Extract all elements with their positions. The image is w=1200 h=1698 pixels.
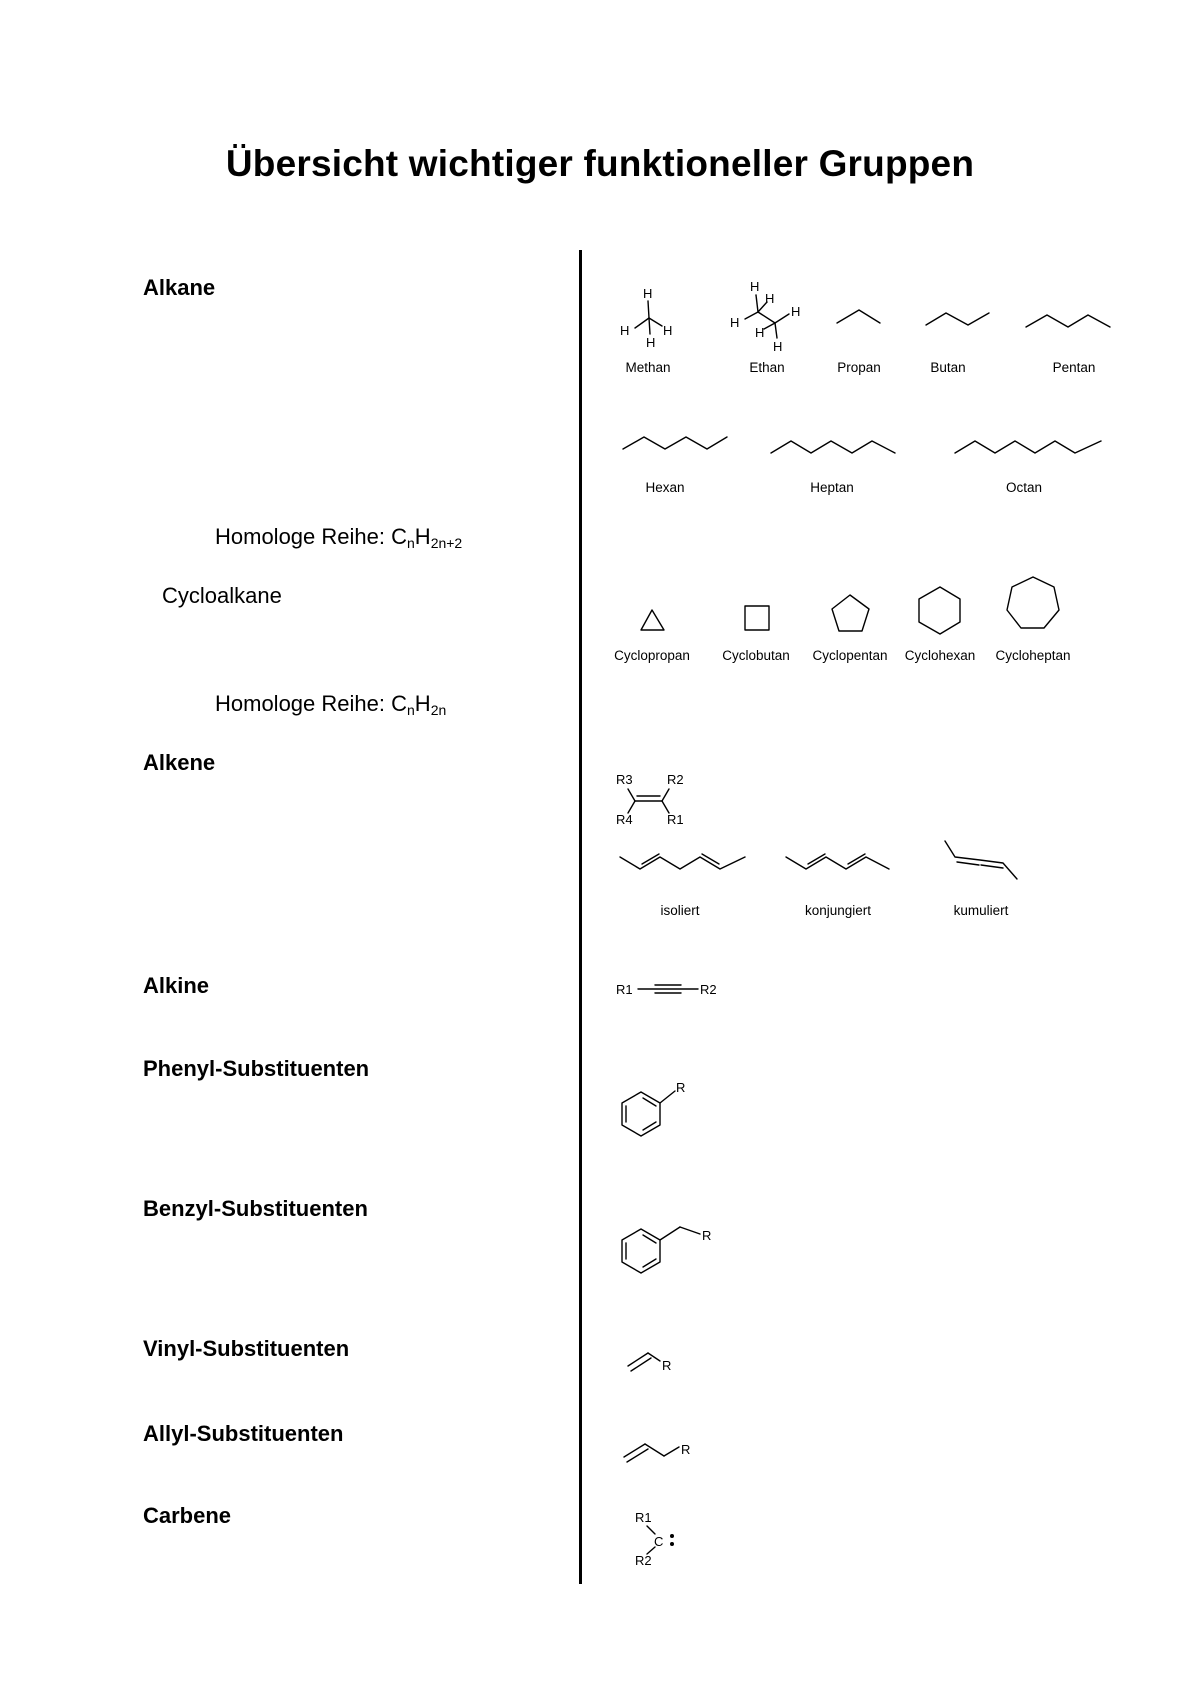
formula-h: H <box>414 524 431 549</box>
cyclo-label-propan: Cyclopropan <box>614 648 690 663</box>
atom-c: C <box>654 1534 664 1549</box>
section-allyl: Allyl-Substituenten <box>143 1421 344 1446</box>
atom-h: H <box>765 291 775 306</box>
formula-c-sub: n <box>407 535 415 551</box>
alkane-label-methan: Methan <box>625 360 671 375</box>
cumulated-diene-structure <box>945 841 1017 879</box>
formula-h-sub: 2n <box>430 702 447 718</box>
formula-h: H <box>414 691 431 716</box>
hexane-structure <box>623 437 727 449</box>
diene-label-konjungiert: konjungiert <box>804 903 872 918</box>
cyclopentane-structure <box>832 595 869 631</box>
diene-label-isoliert: isoliert <box>660 903 700 918</box>
section-carbene: Carbene <box>143 1503 232 1528</box>
methane-structure <box>620 286 672 350</box>
atom-r: R <box>662 1358 672 1373</box>
section-alkine: Alkine <box>143 973 210 998</box>
lone-pair-dot <box>670 1534 674 1538</box>
atom-h: H <box>663 323 673 338</box>
carbene-structure <box>635 1510 674 1568</box>
atom-h: H <box>755 325 765 340</box>
cycloheptane-structure <box>1007 577 1059 628</box>
allyl-structure <box>624 1442 690 1462</box>
atom-h: H <box>646 335 656 350</box>
alkane-label-heptan: Heptan <box>810 480 854 495</box>
cyclobutane-structure <box>745 606 769 630</box>
alkane-label-hexan: Hexan <box>645 480 685 495</box>
formula-h-sub: 2n+2 <box>430 535 463 551</box>
atom-r2: R2 <box>635 1553 652 1568</box>
heptane-structure <box>771 441 895 453</box>
section-phenyl: Phenyl-Substituenten <box>143 1056 370 1081</box>
alkane-label-butan: Butan <box>930 360 966 375</box>
atom-h: H <box>620 323 630 338</box>
section-alkene: Alkene <box>143 750 216 775</box>
cyclo-label-hexan: Cyclohexan <box>904 648 976 663</box>
atom-r1: R1 <box>616 982 633 997</box>
homolog-label: Homologe Reihe: <box>215 524 392 549</box>
atom-r1: R1 <box>667 812 684 827</box>
alkyne-structure <box>616 982 717 997</box>
alkane-label-ethan: Ethan <box>749 360 785 375</box>
vinyl-structure <box>628 1353 671 1373</box>
isolated-diene-structure <box>620 854 745 869</box>
cyclo-label-pentan: Cyclopentan <box>812 648 888 663</box>
atom-r1: R1 <box>635 1510 652 1525</box>
lone-pair-dot <box>670 1542 674 1546</box>
benzyl-structure <box>622 1227 711 1273</box>
cyclo-label-butan: Cyclobutan <box>722 648 790 663</box>
alkane-label-octan: Octan <box>1005 480 1043 495</box>
section-alkane: Alkane <box>143 275 216 300</box>
phenyl-structure <box>622 1080 685 1136</box>
octane-structure <box>955 441 1101 453</box>
cyclohexane-structure <box>919 587 960 634</box>
butane-structure <box>926 313 989 325</box>
atom-h: H <box>750 279 760 294</box>
formula-c: C <box>391 691 407 716</box>
homolog-label: Homologe Reihe: <box>215 691 392 716</box>
section-benzyl: Benzyl-Substituenten <box>143 1196 368 1221</box>
conjugated-diene-structure <box>786 854 889 869</box>
atom-r3: R3 <box>616 772 633 787</box>
cyclo-label-heptan: Cycloheptan <box>995 648 1071 663</box>
atom-r2: R2 <box>700 982 717 997</box>
atom-h: H <box>791 304 801 319</box>
atom-r: R <box>676 1080 686 1095</box>
alkene-general-structure <box>616 772 684 827</box>
atom-h: H <box>643 286 653 301</box>
diene-label-kumuliert: kumuliert <box>953 903 1009 918</box>
atom-r: R <box>681 1442 691 1457</box>
atom-r2: R2 <box>667 772 684 787</box>
page-title: Übersicht wichtiger funktioneller Gruppen <box>225 143 975 184</box>
atom-h: H <box>773 339 783 354</box>
formula-c-sub: n <box>407 702 415 718</box>
cycloalkane-title: Cycloalkane <box>162 583 282 608</box>
alkane-label-propan: Propan <box>837 360 881 375</box>
pentane-structure <box>1026 315 1110 327</box>
atom-h: H <box>730 315 740 330</box>
atom-r4: R4 <box>616 812 633 827</box>
propane-structure <box>837 310 880 323</box>
section-vinyl: Vinyl-Substituenten <box>143 1336 350 1361</box>
cyclopropane-structure <box>641 610 664 630</box>
atom-r: R <box>702 1228 712 1243</box>
alkane-label-pentan: Pentan <box>1052 360 1096 375</box>
ethane-structure <box>730 279 800 354</box>
formula-c: C <box>391 524 407 549</box>
